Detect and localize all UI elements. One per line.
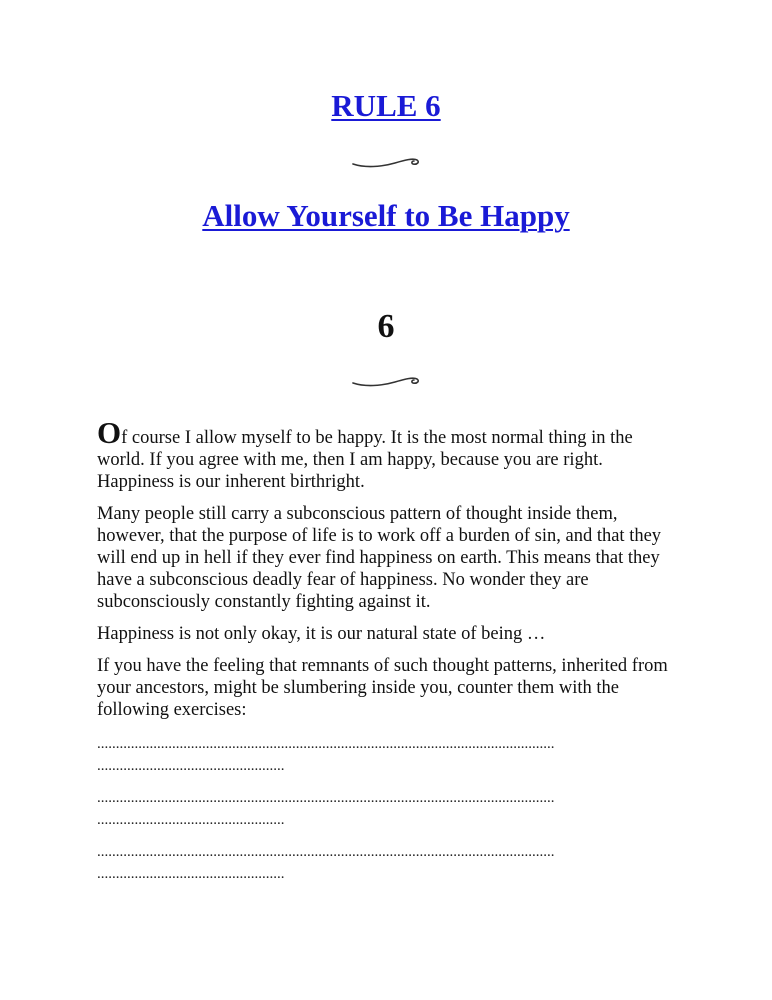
rule-heading (0, 88, 772, 124)
chapter-number: 6 (377, 308, 395, 345)
paragraph: If you have the feeling that remnants of such thought patterns, inherited from your ancestors, might be slumbering inside you, counter them with the following exercises: (97, 656, 668, 720)
flourish-ornament-icon (351, 374, 421, 388)
dotted-line: .......................................................................................................................... (97, 736, 555, 752)
chapter-body (97, 415, 682, 731)
dotted-line: .......................................................................................................................... (97, 790, 555, 806)
chapter-title (0, 198, 772, 234)
dotted-line: .................................................. (97, 866, 285, 882)
flourish-ornament-icon (351, 155, 421, 169)
chapter-title-link[interactable]: Allow Yourself to Be Happy (202, 198, 570, 233)
rule-heading-link[interactable]: RULE 6 (331, 88, 441, 123)
exercise-entry[interactable] (97, 841, 682, 885)
paragraph (97, 415, 682, 493)
dotted-line: .......................................................................................................................... (97, 844, 555, 860)
exercise-lines (97, 733, 682, 895)
exercise-entry[interactable] (97, 787, 682, 831)
dotted-line: .................................................. (97, 812, 285, 828)
paragraph: Happiness is not only okay, it is our natural state of being … (97, 624, 546, 644)
drop-cap: O (97, 415, 122, 450)
dotted-line: .................................................. (97, 758, 285, 774)
paragraph-text: f course I allow myself to be happy. It is the most normal thing in the world. If you agree with me, then I am happy, because you are right. Happiness is our inherent birthright. (97, 428, 633, 492)
exercise-entry[interactable] (97, 733, 682, 777)
paragraph: Many people still carry a subconscious pattern of thought inside them, however, that the purpose of life is to work off a burden of sin, and that they will end up in hell if they ever find happiness on earth. This means that they have a subconscious deadly fear of happiness. No wonder they are subconsciously constantly fighting against it. (97, 504, 662, 612)
